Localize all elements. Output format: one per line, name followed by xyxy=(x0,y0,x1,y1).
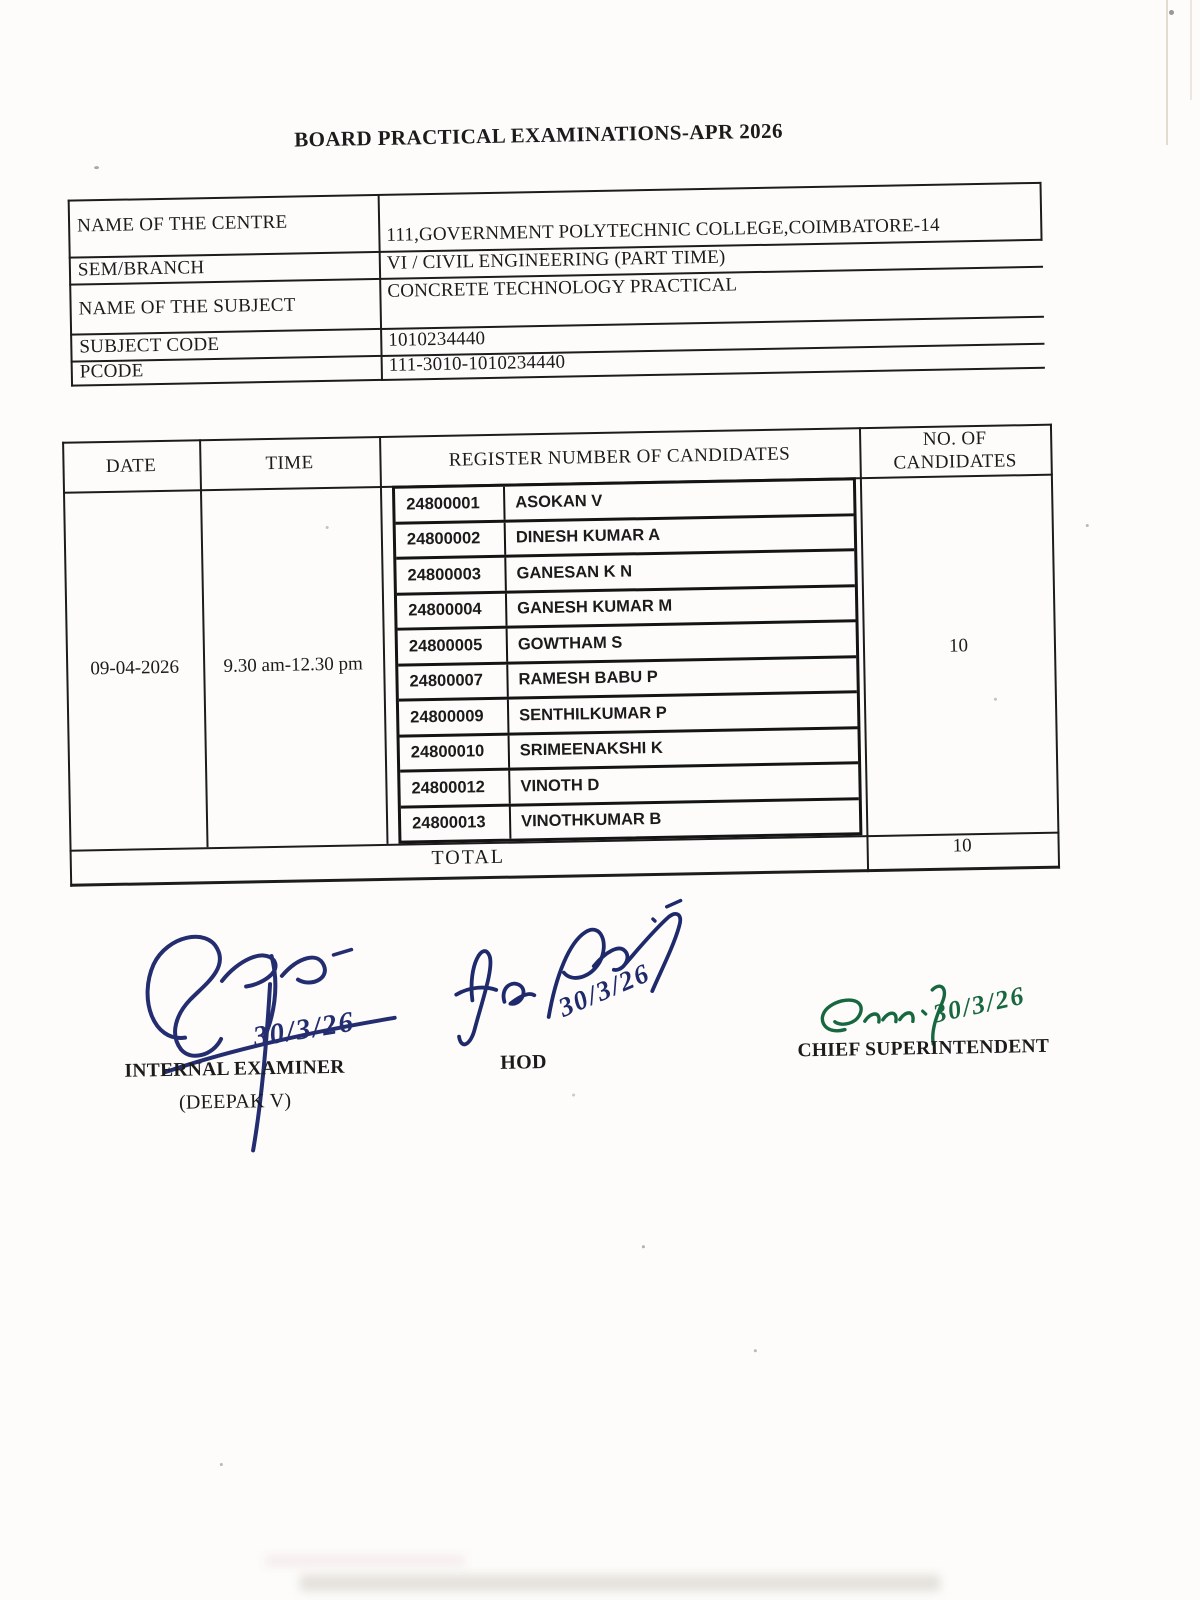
candidate-name: RAMESH BABU P xyxy=(518,668,659,689)
exam-date: 09-04-2026 xyxy=(90,656,180,680)
page-title: BOARD PRACTICAL EXAMINATIONS-APR 2026 xyxy=(294,118,784,152)
scan-speck xyxy=(220,1463,223,1466)
header-date: DATE xyxy=(105,455,157,478)
scan-speck xyxy=(1086,524,1089,527)
scan-edge-artifact xyxy=(1190,0,1192,100)
candidate-name: VINOTH D xyxy=(520,775,600,796)
table-border-line xyxy=(70,316,1044,336)
hod-signature xyxy=(441,898,694,1063)
info-value-centre: 111,GOVERNMENT POLYTECHNIC COLLEGE,COIMBATORE-14 xyxy=(386,214,940,246)
candidate-regno: 24800002 xyxy=(396,522,507,557)
info-label-centre: NAME OF THE CENTRE xyxy=(76,211,288,237)
table-border-line xyxy=(68,200,73,387)
scan-speck xyxy=(326,526,329,529)
total-value: 10 xyxy=(952,835,972,857)
header-count-line1: NO. OF xyxy=(922,427,987,451)
info-label-sem-branch: SEM/BRANCH xyxy=(77,257,205,281)
chief-superintendent-date: 30/3/26 xyxy=(930,980,1028,1029)
candidate-name: GANESAN K N xyxy=(516,562,633,583)
info-value-pcode: 111-3010-1010234440 xyxy=(388,351,566,376)
internal-examiner-label: INTERNAL EXAMINER xyxy=(124,1056,345,1082)
register-number-list xyxy=(392,477,862,843)
candidate-regno: 24800007 xyxy=(398,664,509,699)
candidate-regno: 24800009 xyxy=(399,700,510,735)
candidate-name: DINESH KUMAR A xyxy=(515,526,661,547)
info-value-subject: CONCRETE TECHNOLOGY PRACTICAL xyxy=(387,274,738,302)
exam-info-table xyxy=(68,182,1045,387)
candidate-name: GANESH KUMAR M xyxy=(517,596,673,618)
scan-speck xyxy=(642,1245,645,1248)
candidate-name: ASOKAN V xyxy=(515,491,603,512)
table-row xyxy=(401,797,860,841)
candidate-count: 10 xyxy=(948,635,969,657)
table-border-line xyxy=(199,439,208,847)
candidate-regno: 24800012 xyxy=(400,771,511,806)
header-time: TIME xyxy=(265,452,314,475)
total-label: TOTAL xyxy=(431,845,506,870)
schedule-table xyxy=(62,424,1060,887)
candidate-regno: 24800003 xyxy=(396,558,507,593)
candidate-regno: 24800013 xyxy=(401,806,512,841)
hod-date: 30/3/26 xyxy=(554,957,655,1023)
scan-speck xyxy=(754,1349,757,1352)
table-border-line xyxy=(68,182,1042,202)
internal-examiner-name: (DEEPAK V) xyxy=(178,1089,292,1114)
candidate-name: SRIMEENAKSHI K xyxy=(519,739,663,760)
candidate-name: GOWTHAM S xyxy=(517,633,623,654)
table-border-line xyxy=(1039,182,1042,241)
info-value-subject-code: 1010234440 xyxy=(388,328,486,351)
hod-label: HOD xyxy=(500,1051,547,1074)
header-count-line2: CANDIDATES xyxy=(893,450,1017,474)
scan-speck xyxy=(572,1094,575,1097)
info-value-sem-branch: VI / CIVIL ENGINEERING (PART TIME) xyxy=(386,246,726,274)
header-register: REGISTER NUMBER OF CANDIDATES xyxy=(448,443,791,471)
internal-examiner-date: 30/3/26 xyxy=(250,1005,358,1054)
table-border-line xyxy=(379,436,388,844)
candidate-regno: 24800001 xyxy=(395,487,506,522)
candidate-regno: 24800005 xyxy=(398,629,509,664)
candidate-regno: 24800010 xyxy=(400,735,511,770)
candidate-name: SENTHILKUMAR P xyxy=(519,703,667,725)
info-label-subject-code: SUBJECT CODE xyxy=(79,333,220,358)
candidate-name: VINOTHKUMAR B xyxy=(520,810,662,831)
candidate-regno: 24800004 xyxy=(397,593,508,628)
scan-speck xyxy=(994,698,997,701)
info-label-pcode: PCODE xyxy=(79,360,144,383)
scan-speck xyxy=(94,166,99,169)
table-border-line xyxy=(378,194,383,381)
chief-superintendent-label: CHIEF SUPERINTENDENT xyxy=(797,1035,1050,1062)
exam-time: 9.30 am-12.30 pm xyxy=(223,653,364,677)
info-label-subject: NAME OF THE SUBJECT xyxy=(78,294,296,320)
